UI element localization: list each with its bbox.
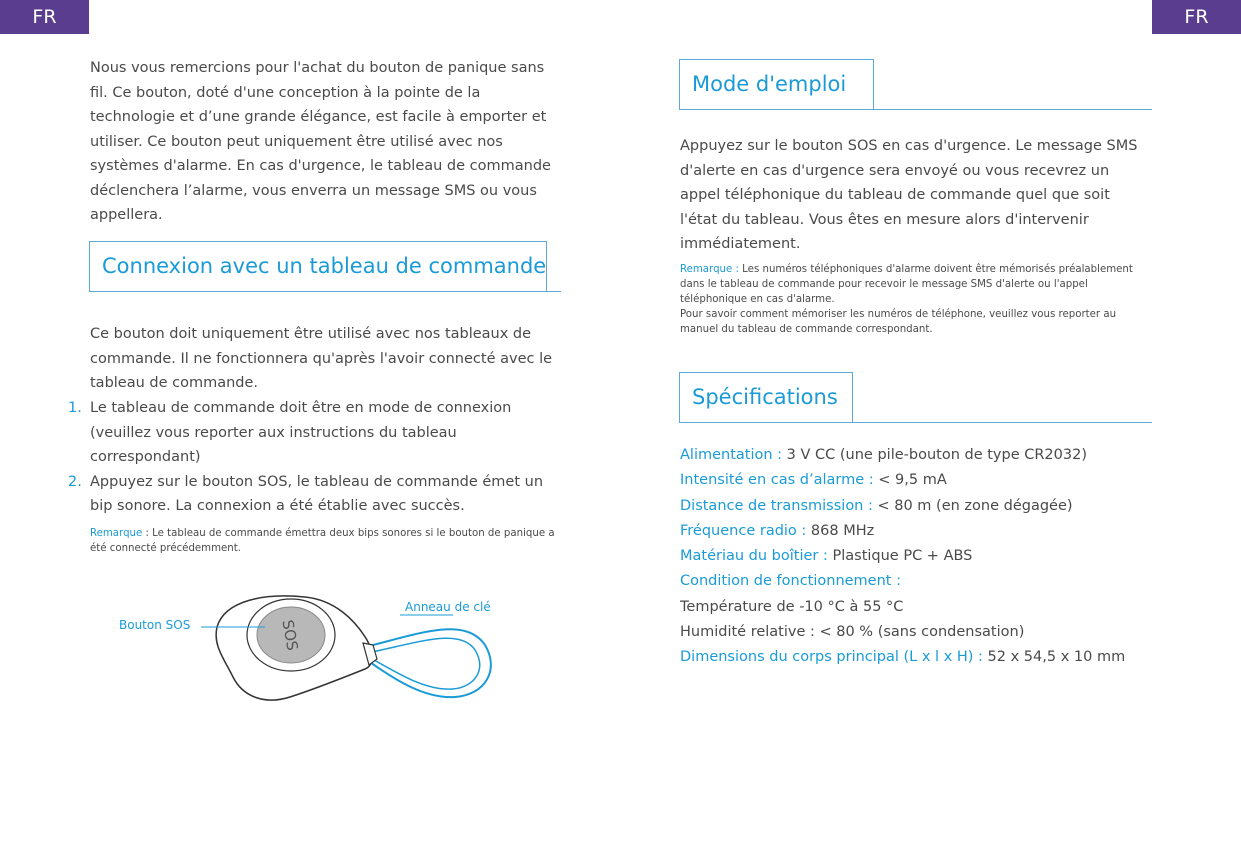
note-text-2: Pour savoir comment mémoriser les numéros de téléphone, veuillez vous reporter au manuel du tableau de commande correspondant. [680,309,1117,335]
spec-row [680,443,1125,468]
spec-label: Dimensions du corps principal (L x l x H) : [680,649,983,666]
spec-label: Matériau du boîtier : [680,548,828,565]
step-text: Le tableau de commande doit être en mode de connexion (veuillez vous reporter aux instructions du tableau correspondant) [90,400,512,465]
right-note [680,262,1155,337]
usage-heading: Mode d'emploi [679,59,874,110]
specs-heading: Spécifications [679,372,853,423]
connection-heading-rule [547,291,561,292]
spec-row [680,468,1125,493]
connection-steps [68,396,562,519]
spec-label: Fréquence radio : [680,522,807,539]
language-tab-right: FR [1152,0,1241,34]
step-text: Appuyez sur le bouton SOS, le tableau de commande émet un bip sonore. La connexion a été établie avec succès. [90,473,544,514]
spec-label: Distance de transmission : [680,497,873,514]
note-text: : Le tableau de commande émettra deux bips sonores si le bouton de panique a été connecté précédemment. [90,528,555,554]
language-tab-left: FR [0,0,89,34]
figure-label-button: Bouton SOS [119,618,191,632]
spec-row [680,645,1125,670]
condition-row: Température de -10 °C à 55 °C [680,598,904,615]
spec-row [680,494,1125,519]
figure-label-ring: Anneau de clé [405,600,491,614]
step-item [68,396,562,470]
intro-paragraph: Nous vous remercions pour l'achat du bouton de panique sans fil. Ce bouton, doté d'une conception à la pointe de la technologie et d’une grande élégance, est facile à emporter et utiliser. Ce bouton peut uniquement être utilisé avec nos systèmes d'alarme. En cas d'urgence, le tableau de commande déclenchera l’alarme, vous enverra un message SMS ou vous appellera. [90,60,551,223]
spec-value: 868 MHz [806,522,875,539]
note-label: Remarque [90,528,143,539]
key-ring-inner [367,638,480,689]
usage-heading-rule [874,109,1152,110]
spec-value: < 9,5 mA [873,472,947,489]
connection-heading: Connexion avec un tableau de commande [89,241,547,292]
spec-label: Intensité en cas d’alarme : [680,472,874,489]
sos-button-text: SOS [278,618,302,652]
left-note [90,526,565,556]
specs-heading-rule [853,422,1152,423]
spec-row [680,569,1125,594]
spec-value: Plastique PC + ABS [827,548,973,565]
spec-value: < 80 m (en zone dégagée) [872,497,1073,514]
spec-row [680,544,1125,569]
spec-value: 3 V CC (une pile-bouton de type CR2032) [782,447,1087,463]
specifications-list [680,443,1125,671]
step-number: 2. [68,473,82,490]
step-item [68,470,562,519]
note-text-1: Les numéros téléphoniques d'alarme doivent être mémorisés préalablement dans le tableau de commande pour recevoir le message SMS d'alerte ou l'appel téléphonique en cas d'alarme. [680,264,1133,305]
connection-body: Ce bouton doit uniquement être utilisé avec nos tableaux de commande. Il ne fonctionnera qu'après l'avoir connecté avec le tableau de commande. [90,326,553,391]
note-label: Remarque : [680,264,739,275]
condition-row: Humidité relative : < 80 % (sans condensation) [680,624,1025,641]
spec-value: 52 x 54,5 x 10 mm [982,649,1126,666]
usage-paragraph: Appuyez sur le bouton SOS en cas d'urgence. Le message SMS d'alerte en cas d'urgence sera envoyé ou vous recevrez un appel téléphonique du tableau de commande quel que soit l'état du tableau. Vous êtes en mesure alors d'intervenir immédiatement. [680,138,1138,252]
step-number: 1. [68,400,82,416]
spec-row [680,519,1125,544]
spec-label: Condition de fonctionnement : [680,573,901,590]
spec-label: Alimentation : [680,447,783,463]
